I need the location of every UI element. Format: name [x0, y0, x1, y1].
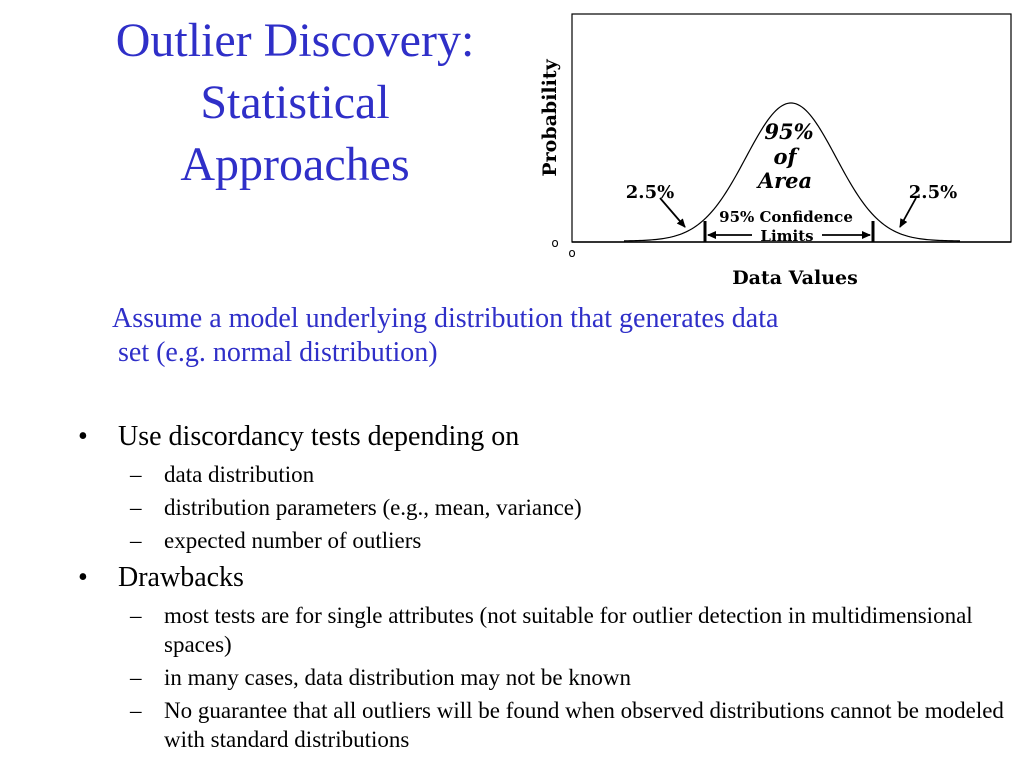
x-axis-label: Data Values — [732, 267, 858, 289]
dash-icon: – — [130, 528, 142, 553]
sub-bullet-item — [78, 601, 1008, 659]
bullet-icon: • — [78, 421, 88, 452]
left-tail-label: 2.5% — [625, 182, 675, 203]
dash-icon: – — [130, 462, 142, 487]
confidence-limits-label: Limits — [760, 227, 814, 245]
sub-bullet-item — [78, 460, 1008, 489]
dash-icon: – — [130, 495, 142, 520]
intro-line: Assume a model underlying distribution that generates data — [112, 303, 779, 334]
sub-bullet-text: most tests are for single attributes (not suitable for outlier detection in multidimensional spaces) — [164, 603, 973, 657]
dash-icon: – — [130, 665, 142, 690]
sub-bullet-text: expected number of outliers — [164, 528, 422, 553]
center-area-label: Area — [757, 168, 813, 193]
dash-icon: – — [130, 603, 142, 628]
sub-bullet-text: No guarantee that all outliers will be found when observed distributions cannot be modeled with standard distributions — [164, 698, 1004, 752]
bullet-item — [78, 418, 1008, 456]
origin-mark: o — [551, 236, 559, 250]
distribution-diagram — [520, 8, 1020, 298]
intro-line: set (e.g. normal distribution) — [118, 337, 438, 368]
title-line: Approaches — [180, 138, 410, 191]
center-area-label: of — [773, 144, 797, 169]
bullet-text: Use discordancy tests depending on — [118, 421, 520, 452]
intro-text — [112, 302, 962, 370]
right-tail-label: 2.5% — [908, 182, 958, 203]
dash-icon: – — [130, 698, 142, 723]
bullet-list — [78, 414, 1008, 754]
title-line: Statistical — [200, 76, 390, 129]
sub-bullet-text: in many cases, data distribution may not be known — [164, 665, 631, 690]
origin-mark: o — [568, 246, 576, 260]
bullet-icon: • — [78, 562, 88, 593]
y-axis-label: Probability — [539, 59, 561, 177]
title-line: Outlier Discovery: — [115, 14, 475, 67]
bullet-item — [78, 559, 1008, 597]
sub-bullet-item — [78, 493, 1008, 522]
normal-distribution-figure — [520, 8, 1020, 298]
sub-bullet-item — [78, 696, 1008, 754]
sub-bullet-item — [78, 526, 1008, 555]
confidence-limits-label: 95% Confidence — [719, 208, 853, 226]
center-area-label: 95% — [764, 119, 814, 144]
sub-bullet-text: distribution parameters (e.g., mean, variance) — [164, 495, 582, 520]
sub-bullet-item — [78, 663, 1008, 692]
sub-bullet-text: data distribution — [164, 462, 315, 487]
bullet-text: Drawbacks — [118, 562, 244, 593]
slide-title — [40, 10, 550, 196]
